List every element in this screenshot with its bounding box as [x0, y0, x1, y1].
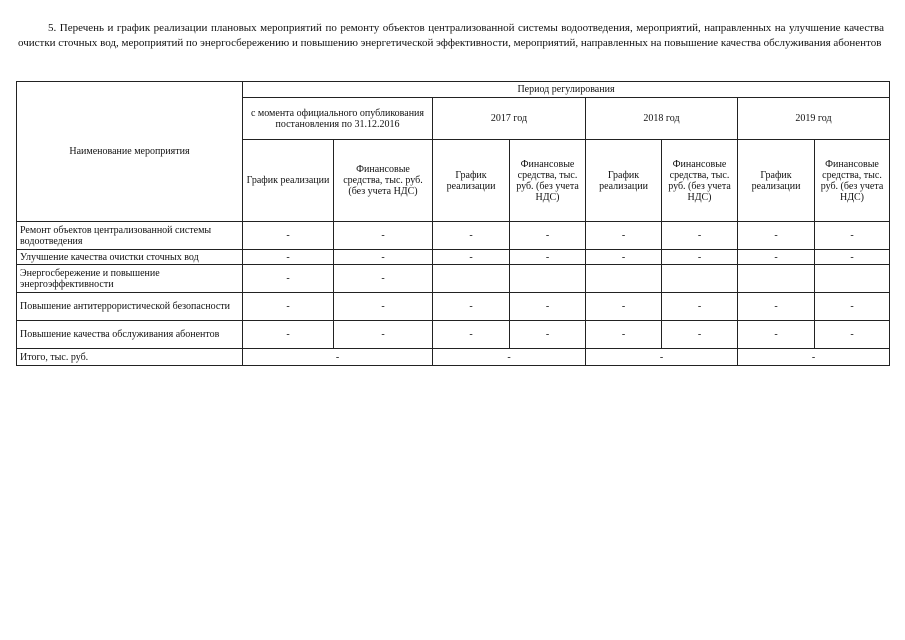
table-cell: -	[662, 321, 738, 349]
table-cell	[433, 265, 510, 293]
table-cell: -	[815, 250, 890, 265]
header-period-2016: с момента официального опубликования постановления по 31.12.2016	[243, 98, 433, 140]
table-cell: -	[334, 222, 433, 250]
header-schedule-2016: График реализации	[243, 140, 334, 222]
table-cell: -	[662, 293, 738, 321]
table-row	[17, 293, 890, 321]
header-schedule-2018: График реализации	[586, 140, 662, 222]
table-cell: -	[738, 293, 815, 321]
table-cell: -	[334, 265, 433, 293]
header-regulation-period: Период регулирования	[243, 82, 890, 98]
table-cell: -	[243, 250, 334, 265]
table-cell: -	[243, 265, 334, 293]
header-measure-name: Наименование мероприятия	[17, 82, 243, 222]
row-name: Повышение антитеррористической безопасности	[17, 293, 243, 321]
table-cell: -	[433, 293, 510, 321]
table-cell: -	[586, 250, 662, 265]
table-cell: -	[815, 293, 890, 321]
table-cell: -	[433, 250, 510, 265]
table-cell: -	[738, 321, 815, 349]
table-cell: -	[510, 222, 586, 250]
section-heading	[18, 21, 884, 51]
table-cell: -	[510, 293, 586, 321]
table-cell: -	[738, 222, 815, 250]
table-cell	[586, 265, 662, 293]
header-period-2017: 2017 год	[433, 98, 586, 140]
header-schedule-2017: График реализации	[433, 140, 510, 222]
table-cell: -	[510, 321, 586, 349]
table-cell: -	[243, 321, 334, 349]
header-period-2018: 2018 год	[586, 98, 738, 140]
table-cell: -	[662, 222, 738, 250]
table-cell: -	[586, 321, 662, 349]
row-name: Повышение качества обслуживания абонентов	[17, 321, 243, 349]
table-row	[17, 250, 890, 265]
table-cell	[510, 265, 586, 293]
table-cell: -	[510, 250, 586, 265]
table-cell	[815, 265, 890, 293]
row-name: Улучшение качества очистки сточных вод	[17, 250, 243, 265]
table-row	[17, 321, 890, 349]
table-cell: -	[334, 321, 433, 349]
table-cell: -	[662, 250, 738, 265]
row-name: Ремонт объектов централизованной системы водоотведения	[17, 222, 243, 250]
header-schedule-2019: График реализации	[738, 140, 815, 222]
header-finance-2016: Финансовые средства, тыс. руб. (без учета НДС)	[334, 140, 433, 222]
table-cell: -	[586, 293, 662, 321]
row-name: Энергосбережение и повышение энергоэффективности	[17, 265, 243, 293]
total-cell: -	[243, 349, 433, 366]
table-total-row	[17, 349, 890, 366]
measures-schedule-table	[16, 81, 890, 366]
total-cell: -	[586, 349, 738, 366]
table-cell: -	[433, 321, 510, 349]
table-cell: -	[586, 222, 662, 250]
section-heading-text: 5. Перечень и график реализации плановых мероприятий по ремонту объектов централизованной системы водоотведения, мероприятий, направленных на улучшение качества очистки сточных вод, мероприятий по энергосбережению и повышению энергетической эффективности, мероприятий, направленных на повышение качества обслуживания абонентов	[18, 22, 884, 49]
table-row	[17, 222, 890, 250]
table-cell: -	[433, 222, 510, 250]
table-cell: -	[738, 250, 815, 265]
table-cell	[662, 265, 738, 293]
total-label: Итого, тыс. руб.	[17, 349, 243, 366]
header-period-2019: 2019 год	[738, 98, 890, 140]
table-cell: -	[334, 250, 433, 265]
total-cell: -	[433, 349, 586, 366]
table-cell: -	[815, 321, 890, 349]
table-cell: -	[815, 222, 890, 250]
table-cell	[738, 265, 815, 293]
header-finance-2018: Финансовые средства, тыс. руб. (без учета НДС)	[662, 140, 738, 222]
header-row-period	[17, 82, 890, 98]
table-cell: -	[243, 222, 334, 250]
table-cell: -	[243, 293, 334, 321]
header-finance-2017: Финансовые средства, тыс. руб. (без учета НДС)	[510, 140, 586, 222]
header-finance-2019: Финансовые средства, тыс. руб. (без учета НДС)	[815, 140, 890, 222]
table-row	[17, 265, 890, 293]
total-cell: -	[738, 349, 890, 366]
table-cell: -	[334, 293, 433, 321]
